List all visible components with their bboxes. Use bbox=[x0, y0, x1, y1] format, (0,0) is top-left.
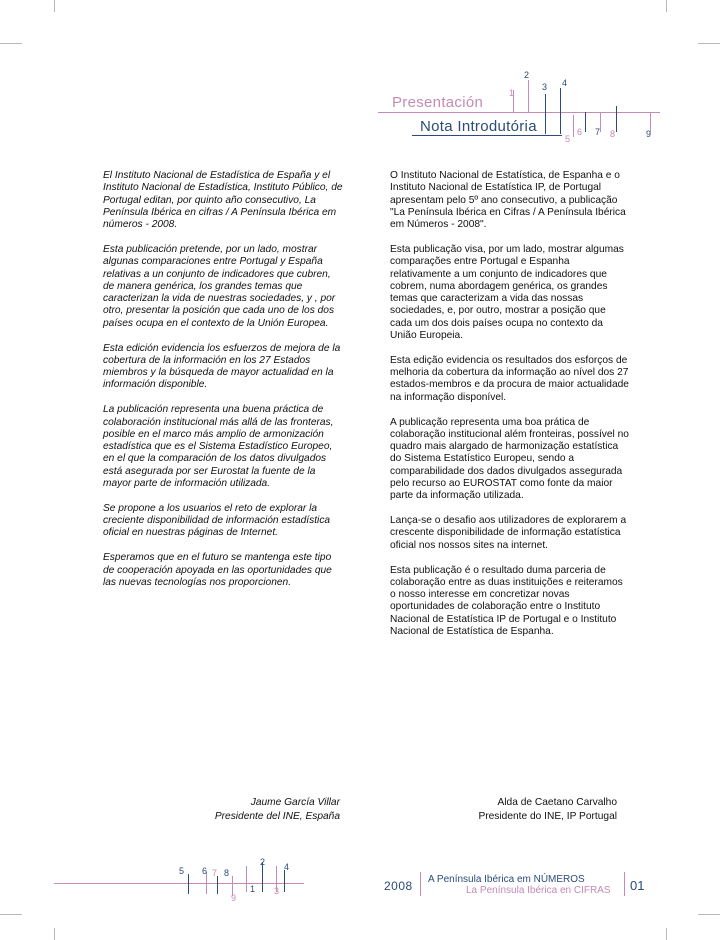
header-rule-pink bbox=[378, 112, 660, 113]
crop-mark bbox=[698, 43, 720, 44]
crop-mark bbox=[666, 0, 667, 12]
signature-es-name: Jaume García Villar bbox=[250, 797, 340, 808]
header-number: 1 bbox=[509, 88, 515, 98]
header-number: 7 bbox=[595, 127, 601, 137]
paragraph-es: Esta publicación pretende, por un lado, mostrar algunas comparaciones entre Portugal y España relativas a un conjunto de indicadores que cubren, de manera genérica, los grandes temas que caracterizan la vida de nuestras sociedades, y , por otro, presentar la posición que cada uno de los dos países ocupa en el contexto de la Unión Europea. bbox=[103, 243, 336, 329]
footer-tick bbox=[217, 876, 218, 894]
crop-mark bbox=[0, 43, 22, 44]
header-tick bbox=[600, 112, 601, 132]
crop-mark bbox=[698, 914, 720, 915]
footer-divider bbox=[624, 872, 625, 896]
footer-title-es: La Península Ibérica en CIFRAS bbox=[466, 885, 611, 896]
footer-number: 7 bbox=[212, 868, 218, 878]
paragraph-pt: Esta publicação visa, por um lado, mostrar algumas comparações entre Portugal e Espanha relativamente a um conjunto de indicadores que cobrem, numa abordagem genérica, os grandes temas que caracterizam a vida das nossas sociedades, e, por outro, mostrar a posição que cada um dos dois países ocupa no contexto da União Europeia. bbox=[390, 243, 624, 342]
footer-year: 2008 bbox=[384, 879, 413, 893]
crop-mark bbox=[54, 928, 55, 940]
column-pt bbox=[390, 170, 630, 651]
signature-pt-name: Alda de Caetano Carvalho bbox=[497, 797, 617, 808]
header-tick bbox=[585, 112, 586, 132]
paragraph-pt: Lança-se o desafio aos utilizadores de explorarem a crescente disponibilidade de informação estatística oficial nos nossos sites na internet. bbox=[390, 515, 627, 551]
footer-rule bbox=[54, 883, 304, 884]
header-tick bbox=[545, 94, 546, 134]
footer-tick bbox=[246, 866, 247, 892]
crop-mark bbox=[0, 914, 22, 915]
footer-tick bbox=[284, 870, 285, 892]
column-es bbox=[103, 170, 343, 602]
footer-number: 2 bbox=[260, 857, 266, 867]
header-number: 6 bbox=[577, 127, 583, 137]
header-title-es: Presentación bbox=[392, 94, 484, 111]
header-number: 4 bbox=[562, 78, 568, 88]
footer-number: 1 bbox=[250, 884, 256, 894]
paragraph-es: Esperamos que en el futuro se mantenga este tipo de cooperación apoyada en las oportunidades que las nuevas tecnologías nos proporcionen. bbox=[103, 552, 332, 588]
signature-pt bbox=[478, 796, 617, 823]
header-tick bbox=[616, 106, 617, 132]
header-tick bbox=[560, 88, 561, 134]
header-number: 2 bbox=[524, 70, 530, 80]
paragraph-pt: Esta publicação é o resultado duma parceria de colaboração entre as duas instituições e reiteramos o nosso interesse em concretizar novas oportunidades de colaboração entre o Instituto Nacional de Estatística IP de Portugal e o Instituto Nacional de Estatística de Espanha. bbox=[390, 564, 623, 637]
footer-number: 9 bbox=[231, 893, 237, 903]
paragraph-es: Esta edición evidencia los esfuerzos de mejora de la cobertura de la información en los 27 Estados miembros y la búsqueda de mayor actualidad en la información disponible. bbox=[103, 342, 341, 391]
header-number: 8 bbox=[610, 129, 616, 139]
paragraph-pt: A publicação representa uma boa prática de colaboração institucional além fronteiras, possível no quadro mais alargado de harmonização estatística do Sistema Estatístico Europeu, sendo a comparabilidade dos dados divulgados assegurada pelo recurso ao EUROSTAT como fonte da maior parte da informação utilizada. bbox=[390, 416, 629, 502]
header-number: 9 bbox=[646, 129, 652, 139]
paragraph-es: Se propone a los usuarios el reto de explorar la creciente disponibilidad de información estadística oficial en nuestras páginas de Internet. bbox=[103, 502, 331, 539]
crop-mark bbox=[54, 0, 55, 12]
footer-title-pt: A Península Ibérica em NÚMEROS bbox=[428, 874, 585, 885]
header-tick bbox=[528, 80, 529, 112]
paragraph-pt: O Instituto Nacional de Estatística, de Espanha e o Instituto Nacional de Estatística IP, de Portugal apresentam pelo 5º ano consecutivo, a publicação "La Península Ibérica en Cifras / A Península Ibérica em Números - 2008". bbox=[390, 170, 626, 231]
header-rule-navy bbox=[412, 135, 562, 136]
signature-pt-role: Presidente do INE, IP Portugal bbox=[478, 810, 617, 822]
header-tick bbox=[573, 115, 574, 137]
signature-es bbox=[215, 796, 340, 823]
footer-number: 5 bbox=[179, 866, 185, 876]
paragraph-pt: Esta edição evidencia os resultados dos esforços de melhoria da cobertura da informação ao nível dos 27 estados-membros e da procura de maior actualidade na informação disponível. bbox=[390, 354, 629, 403]
footer-number: 3 bbox=[274, 886, 280, 896]
header-number: 5 bbox=[565, 134, 571, 144]
footer-number: 4 bbox=[284, 862, 290, 872]
header-title-pt: Nota Introdutória bbox=[420, 118, 537, 135]
signature-es-role: Presidente del INE, España bbox=[214, 810, 340, 822]
header-number: 3 bbox=[542, 82, 548, 92]
footer-divider bbox=[420, 872, 421, 896]
page-number: 01 bbox=[630, 878, 645, 893]
footer-number: 8 bbox=[224, 868, 230, 878]
footer-number: 6 bbox=[202, 866, 208, 876]
footer-tick bbox=[188, 874, 189, 894]
paragraph-es: La publicación representa una buena práctica de colaboración institucional más allá de las fronteras, posible en el marco más amplio de armonización estadística que es el Sistema Estadístico Europeo, en el que la comparación de los datos divulgados está asegurada por ser Eurostat la fuente de la mayor parte de información utilizada. bbox=[103, 404, 334, 490]
paragraph-es: El Instituto Nacional de Estadística de España y el Instituto Nacional de Estadística, Instituto Público, de Portugal editan, por quinto año consecutivo, La Península Ibérica en cifras / A Península Ibérica em números - 2008. bbox=[103, 170, 343, 231]
crop-mark bbox=[666, 928, 667, 940]
